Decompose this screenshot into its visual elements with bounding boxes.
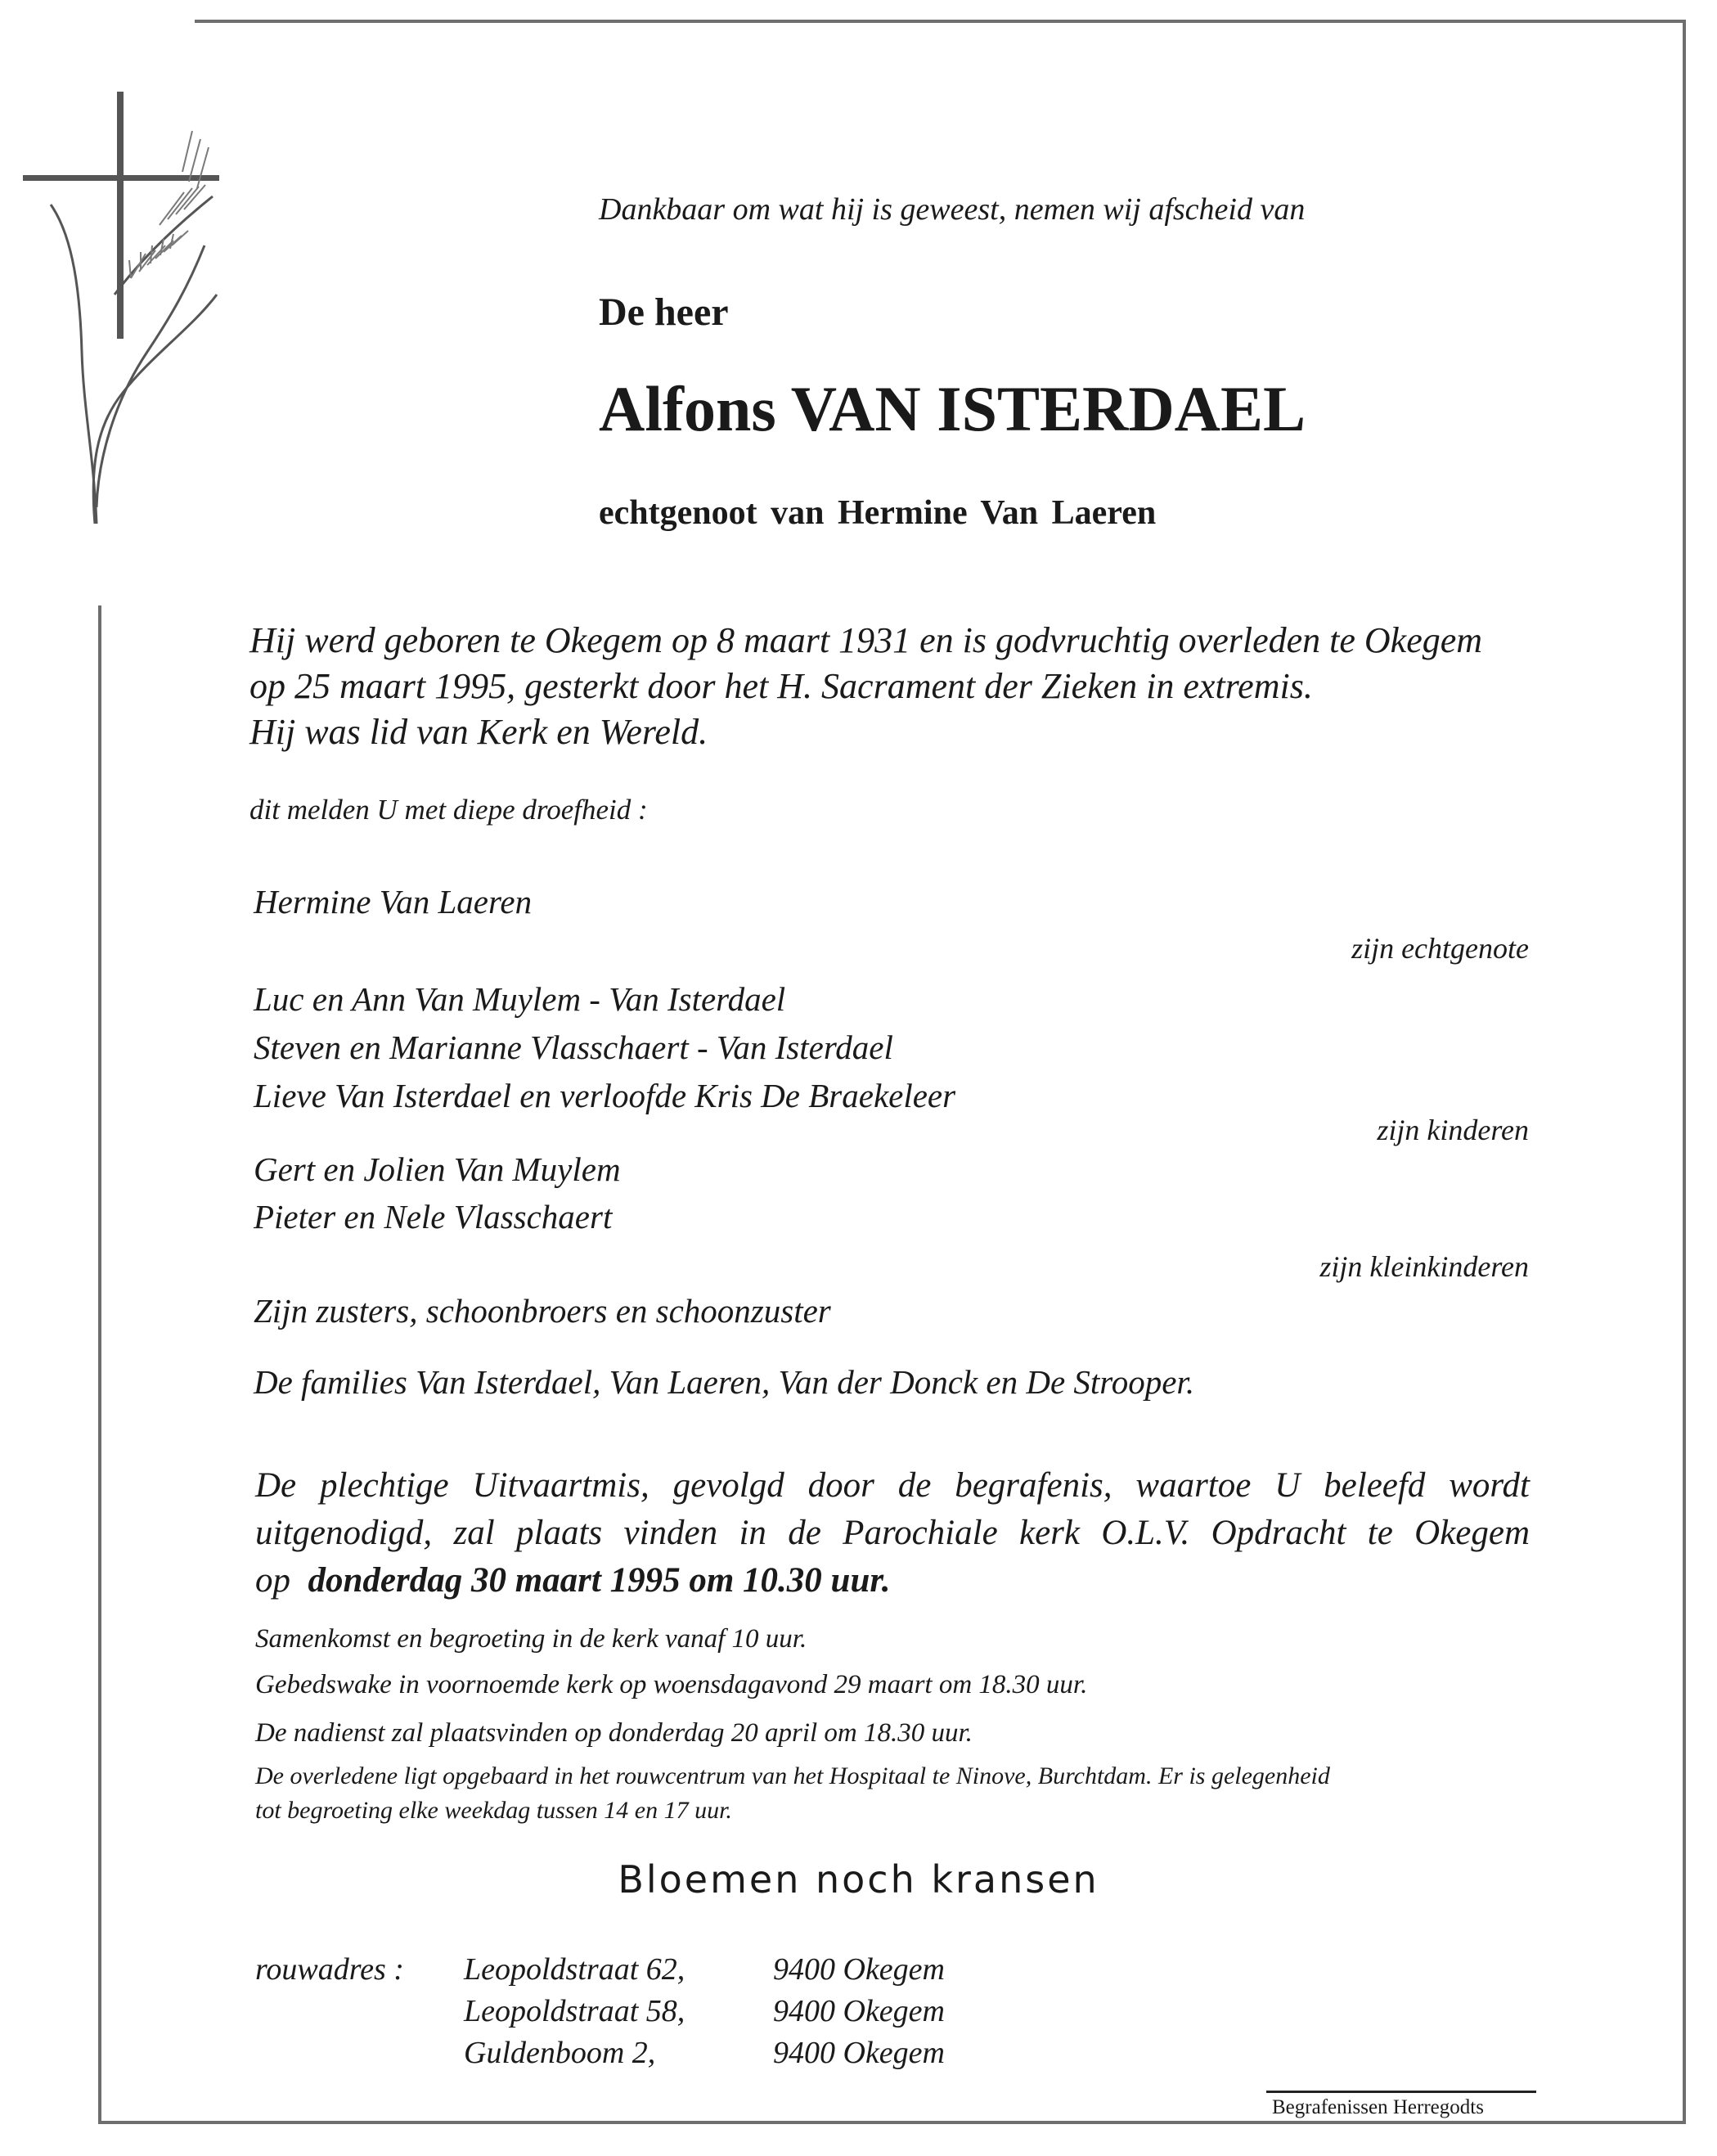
address-street: Leopoldstraat 62, [464,1952,685,1987]
bio-line: Hij werd geboren te Okegem op 8 maart 1931 en is godvruchtig overleden te Okegem [249,620,1483,660]
after-service-info: De nadienst zal plaatsvinden op donderdag 20 april om 18.30 uur. [255,1718,973,1748]
family-member-grandchild: Pieter en Nele Vlasschaert [254,1198,613,1236]
role-label-wife: zijn echtgenote [1351,932,1529,965]
intro-text: Dankbaar om wat hij is geweest, nemen wij afscheid van [599,192,1306,227]
role-label-grandchildren: zijn kleinkinderen [1319,1250,1529,1283]
service-prefix: op [255,1561,290,1600]
flowers-note: Bloemen noch kransen [618,1857,1099,1902]
frame-bottom-border [98,2121,1686,2124]
laid-out-info [255,1759,1330,1828]
address-city: 9400 Okegem [773,1952,945,1987]
service-line: uitgenodigd, zal plaats vinden in de Parochiale kerk O.L.V. Opdracht te Okegem [255,1514,1530,1552]
service-line: De plechtige Uitvaartmis, gevolgd door de begrafenis, waartoe U beleefd wordt [255,1466,1530,1505]
address-street: Leopoldstraat 58, [464,1994,685,2028]
bio-line: Hij was lid van Kerk en Wereld. [249,712,708,752]
role-label-children: zijn kinderen [1377,1114,1529,1146]
service-announcement [255,1462,1530,1605]
spouse-line: echtgenoot van Hermine Van Laeren [599,494,1157,532]
laid-out-line: tot begroeting elke weekdag tussen 14 en 17 uur. [255,1797,732,1824]
undertaker-divider [1266,2091,1536,2093]
service-line [255,1557,1530,1605]
family-member-wife: Hermine Van Laeren [254,883,533,920]
family-member-grandchild: Gert en Jolien Van Muylem [254,1150,621,1188]
honorific-title: De heer [599,290,729,334]
family-member-child: Lieve Van Isterdael en verloofde Kris De Braekeleer [254,1077,956,1114]
address-street: Guldenboom 2, [464,2036,656,2070]
family-member-child: Luc en Ann Van Muylem - Van Isterdael [254,980,786,1018]
meeting-info: Samenkomst en begroeting in de kerk vanaf 10 uur. [255,1624,807,1654]
family-siblings: Zijn zusters, schoonbroers en schoonzuster [254,1292,831,1330]
biography [249,618,1482,755]
family-families: De families Van Isterdael, Van Laeren, Van der Donck en De Strooper. [254,1363,1195,1401]
address-city: 9400 Okegem [773,2036,945,2070]
frame-right-border [1683,20,1686,2124]
family-member-child: Steven en Marianne Vlasschaert - Van Isterdael [254,1028,893,1066]
undertaker-name: Begrafenissen Herregodts [1272,2096,1484,2118]
address-city: 9400 Okegem [773,1994,945,2028]
service-date: donderdag 30 maart 1995 om 10.30 uur. [308,1561,891,1600]
bio-line: op 25 maart 1995, gesterkt door het H. Sacrament der Zieken in extremis. [249,666,1313,706]
deceased-name: Alfons VAN ISTERDAEL [599,373,1306,444]
cross-wheat-icon [16,82,229,540]
address-label: rouwadres : [255,1952,404,1987]
vigil-info: Gebedswake in voornoemde kerk op woensdagavond 29 maart om 18.30 uur. [255,1670,1088,1699]
announcement-text: dit melden U met diepe droefheid : [249,794,648,826]
laid-out-line: De overledene ligt opgebaard in het rouwcentrum van het Hospitaal te Ninove, Burchtdam. Er is gelegenheid [255,1762,1330,1789]
frame-top-border [195,20,1686,23]
